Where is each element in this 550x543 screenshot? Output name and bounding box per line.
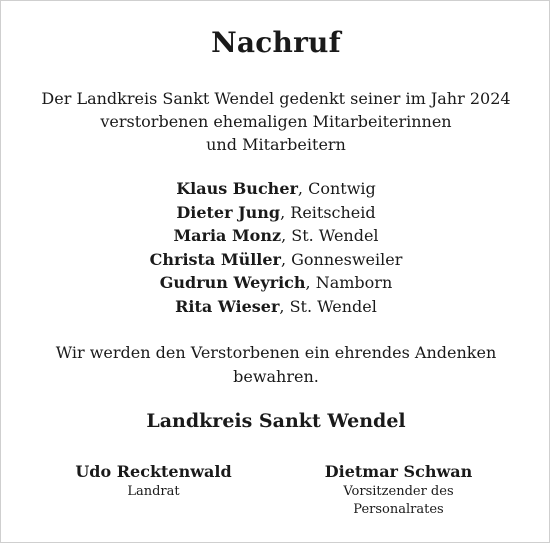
intro-text (1, 87, 550, 156)
deceased-entry (1, 271, 550, 295)
deceased-entry (1, 295, 550, 319)
deceased-entry (1, 248, 550, 272)
deceased-name: Rita Wieser (175, 296, 280, 316)
closing-line: bewahren. (233, 367, 319, 386)
deceased-place: , Gonnesweiler (280, 249, 403, 269)
deceased-entry (1, 201, 550, 225)
organization-name: Landkreis Sankt Wendel (146, 410, 406, 432)
intro-line: und Mitarbeitern (206, 135, 346, 154)
deceased-place: , St. Wendel (279, 296, 377, 316)
deceased-entry (1, 177, 550, 201)
deceased-place: , St. Wendel (281, 226, 379, 245)
deceased-name: Dieter Jung (176, 202, 281, 222)
deceased-place: , Reitscheid (280, 202, 376, 222)
deceased-list (1, 177, 550, 318)
closing-text (1, 341, 550, 389)
signatory-role: Vorsitzender des (343, 484, 454, 499)
deceased-place: , Contwig (297, 179, 376, 198)
deceased-name: Gudrun Weyrich (159, 273, 306, 292)
signatory-role: Landrat (127, 484, 180, 499)
signatory-right (296, 461, 501, 519)
deceased-place: , Namborn (305, 273, 393, 292)
deceased-name: Maria Monz (173, 226, 282, 245)
signatory-role: Personalrates (353, 502, 444, 517)
intro-line: verstorbenen ehemaligen Mitarbeiterinnen (100, 112, 452, 131)
deceased-name: Christa Müller (149, 249, 281, 269)
signatory-left (51, 461, 256, 501)
signatory-name: Dietmar Schwan (324, 462, 473, 481)
deceased-entry (1, 224, 550, 248)
closing-line: Wir werden den Verstorbenen ein ehrendes Andenken (55, 343, 497, 362)
notice-title: Nachruf (211, 26, 341, 59)
intro-line: Der Landkreis Sankt Wendel gedenkt seiner im Jahr 2024 (41, 89, 511, 108)
signatory-name: Udo Recktenwald (75, 462, 232, 481)
deceased-name: Klaus Bucher (176, 179, 298, 198)
